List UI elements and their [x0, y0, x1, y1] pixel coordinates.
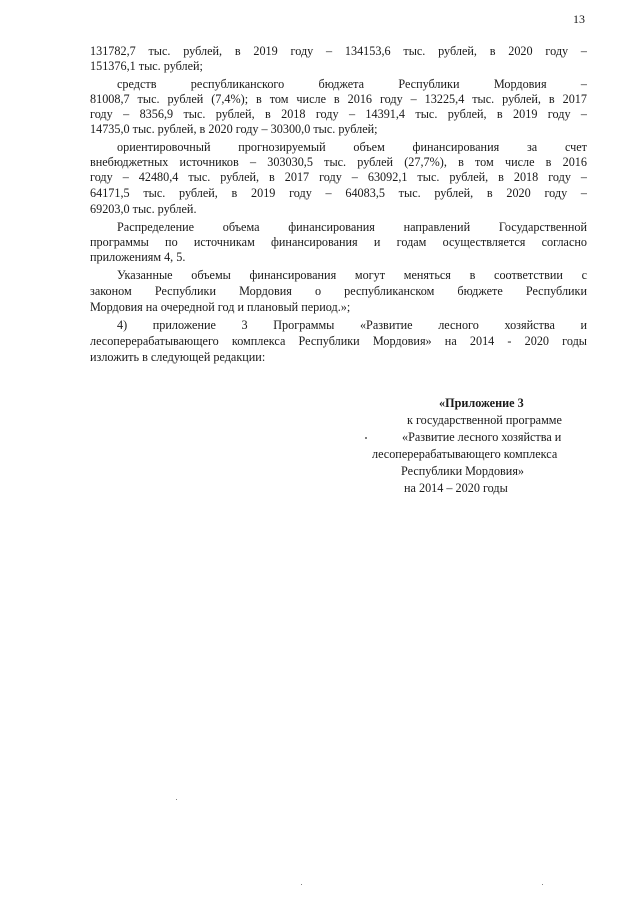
text-line: году – 8356,9 тыс. рублей, в 2018 году – 14391,4 тыс. рублей, в 2019 году – — [90, 107, 587, 121]
text-line: программы по источникам финансирования и годам осуществляется согласно — [90, 235, 587, 249]
text-line: лесоперерабатывающего комплекса Республики Мордовия» на 2014 - 2020 годы — [90, 334, 587, 348]
appendix-line: лесоперерабатывающего комплекса — [372, 447, 558, 461]
text-line: 81008,7 тыс. рублей (7,4%); в том числе в 2016 году – 13225,4 тыс. рублей, в 2017 — [90, 92, 587, 106]
text-line: средств республиканского бюджета Республики Мордовия – — [117, 77, 587, 91]
text-line: 131782,7 тыс. рублей, в 2019 году – 134153,6 тыс. рублей, в 2020 году – — [90, 44, 587, 58]
appendix-title: «Приложение 3 — [439, 396, 524, 410]
text-line: 4) приложение 3 Программы «Развитие лесного хозяйства и — [117, 318, 587, 332]
text-line: Указанные объемы финансирования могут меняться в соответствии с — [117, 268, 587, 282]
scan-speck — [176, 799, 177, 800]
text-line: изложить в следующей редакции: — [90, 350, 266, 364]
appendix-line: Республики Мордовия» — [401, 464, 525, 478]
text-line: законом Республики Мордовия о республиканском бюджете Республики — [90, 284, 587, 298]
text-line: 69203,0 тыс. рублей. — [90, 202, 197, 216]
scan-speck — [365, 437, 367, 439]
appendix-line: к государственной программе — [407, 413, 562, 427]
appendix-line: «Развитие лесного хозяйства и — [402, 430, 562, 444]
appendix-line: на 2014 – 2020 годы — [404, 481, 508, 495]
text-line: 151376,1 тыс. рублей; — [90, 59, 203, 73]
page-number: 13 — [573, 12, 585, 26]
scan-speck — [542, 884, 543, 885]
text-line: 14735,0 тыс. рублей, в 2020 году – 30300,0 тыс. рублей; — [90, 122, 378, 136]
scan-speck — [301, 884, 302, 885]
text-line: внебюджетных источников – 303030,5 тыс. рублей (27,7%), в том числе в 2016 — [90, 155, 587, 169]
text-line: приложениям 4, 5. — [90, 250, 186, 264]
text-line: Мордовия на очередной год и плановый период.»; — [90, 300, 351, 314]
text-line: году – 42480,4 тыс. рублей, в 2017 году – 63092,1 тыс. рублей, в 2018 году – — [90, 170, 587, 184]
text-line: Распределение объема финансирования направлений Государственной — [117, 220, 587, 234]
text-line: ориентировочный прогнозируемый объем финансирования за счет — [117, 140, 587, 154]
text-line: 64171,5 тыс. рублей, в 2019 году – 64083,5 тыс. рублей, в 2020 году – — [90, 186, 587, 200]
